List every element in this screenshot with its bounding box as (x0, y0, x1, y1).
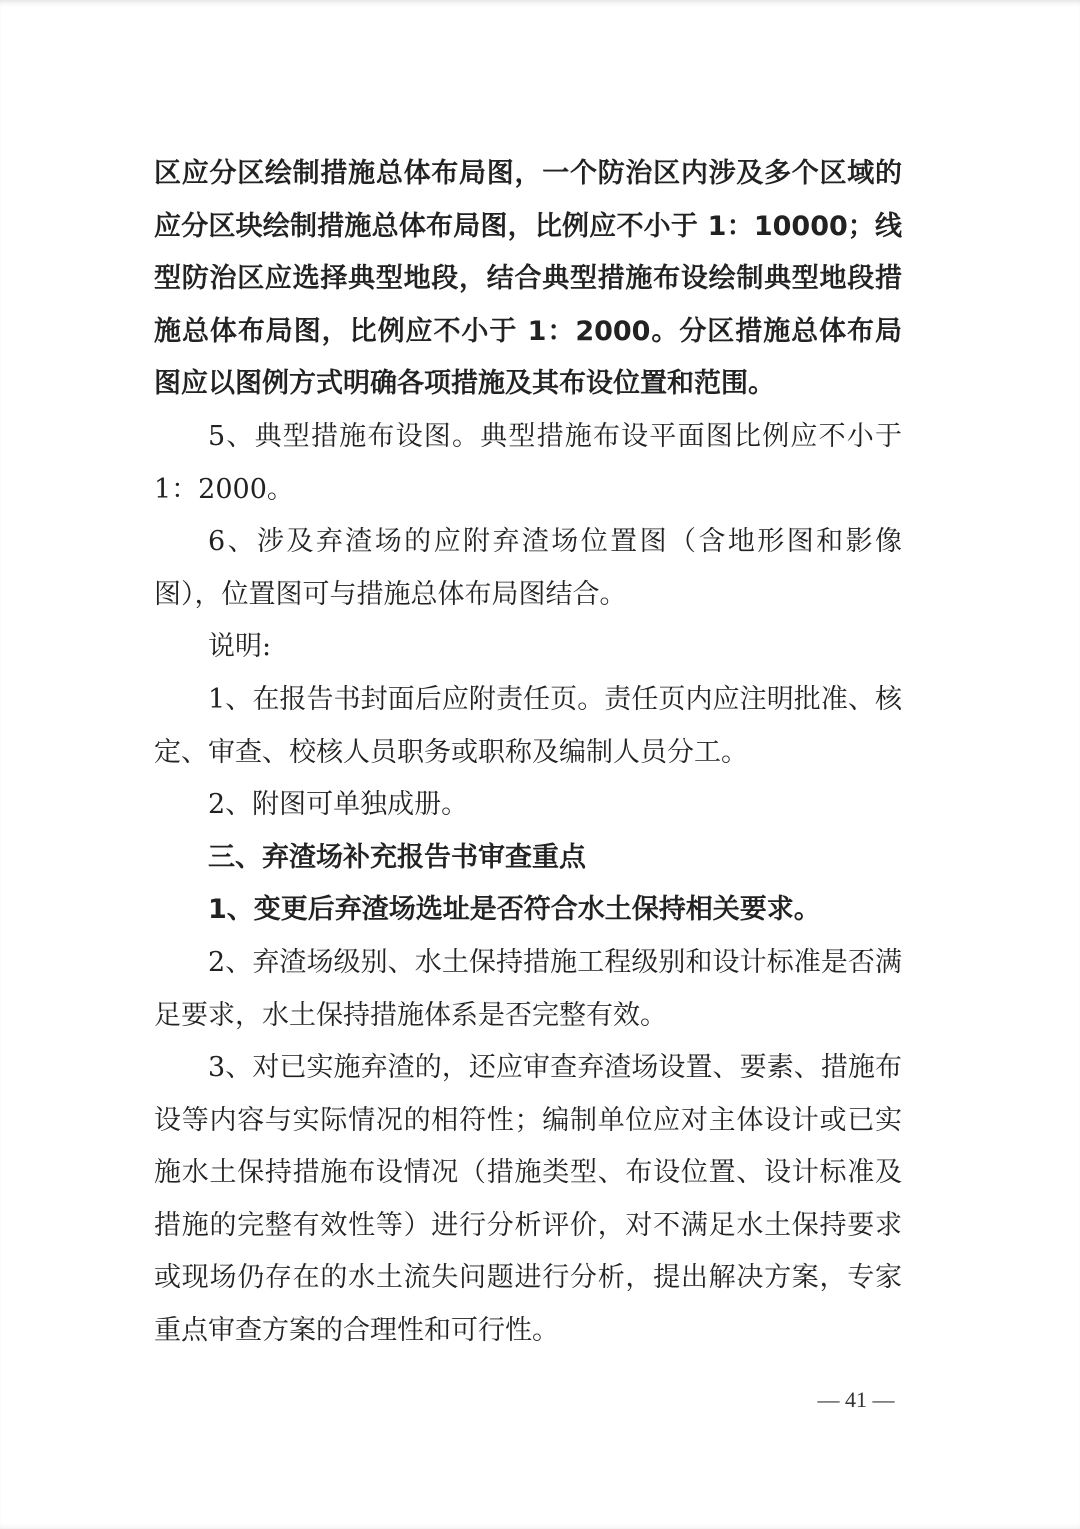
page-number: — 41 — (817, 1387, 895, 1412)
paragraph-review-1: 1、变更后弃渣场选址是否符合水土保持相关要求。 (208, 894, 821, 926)
paragraph-review-3: 3、对已实施弃渣的，还应审查弃渣场设置、要素、措施布设等内容与实际情况的相符性；编制单位应对主体设计或已实施水土保持措施布设情况（措施类型、布设位置、设计标准及措施的完整有效性等）进行分析评价，对不满足水土保持要求或现场仍存在的水土流失问题进行分析，提出解决方案，专家重点审查方案的合理性和可行性。 (154, 1052, 902, 1347)
paragraph-item-6: 6、涉及弃渣场的应附弃渣场位置图（含地形图和影像图），位置图可与措施总体布局图结合。 (154, 526, 902, 610)
paragraph-note-1: 1、在报告书封面后应附责任页。责任页内应注明批准、核定、审查、校核人员职务或职称及编制人员分工。 (154, 683, 902, 768)
paragraph-item-5: 5、典型措施布设图。典型措施布设平面图比例应不小于 1：2000。 (154, 420, 902, 505)
paragraph-note-label: 说明: (208, 631, 272, 663)
document-body (154, 148, 902, 1358)
section-heading-3: 三、弃渣场补充报告书审查重点 (208, 841, 586, 873)
paragraph-layout-continued: 区应分区绘制措施总体布局图，一个防治区内涉及多个区域的应分区块绘制措施总体布局图，比例应不小于 1：10000；线型防治区应选择典型地段，结合典型措施布设绘制典型地段措施总体布局图，比例应不小于 1：2000。分区措施总体布局图应以图例方式明确各项措施及其布设位置和范围。 (154, 158, 902, 400)
paragraph-note-2: 2、附图可单独成册。 (208, 789, 469, 821)
paragraph-review-2: 2、弃渣场级别、水土保持措施工程级别和设计标准是否满足要求，水土保持措施体系是否完整有效。 (154, 946, 902, 1031)
